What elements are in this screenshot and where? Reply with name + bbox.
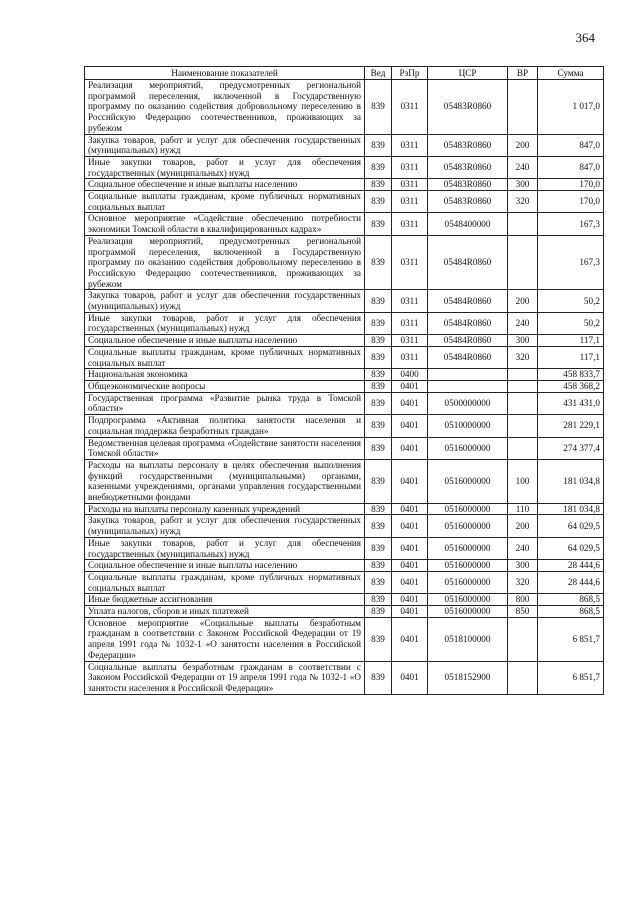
row-name: Расходы на выплаты персоналу казенных учреждений [85,503,365,515]
row-sum: 6 851,7 [538,661,604,694]
row-sum: 167,3 [538,213,604,235]
row-sum: 868,5 [538,606,604,618]
row-sum: 50,2 [538,312,604,334]
row-csr: 0548400000 [428,213,508,235]
row-ved: 839 [365,617,392,661]
row-vr: 240 [508,312,538,334]
row-sum: 274 377,4 [538,437,604,459]
row-csr: 05484R0860 [428,312,508,334]
row-name: Иные бюджетные ассигнования [85,594,365,606]
row-vr [508,235,538,290]
row-ved: 839 [365,594,392,606]
row-ved: 839 [365,606,392,618]
row-sum: 117,1 [538,346,604,368]
row-rzpr: 0311 [392,80,428,135]
table-row [85,606,604,618]
row-name: Подпрограмма «Активная политика занятости населения и социальная поддержка безработных граждан» [85,415,365,437]
row-sum: 181 034,8 [538,459,604,503]
table-row [85,571,604,593]
table-row [85,437,604,459]
row-csr: 0510000000 [428,415,508,437]
row-vr: 200 [508,134,538,156]
row-vr: 110 [508,503,538,515]
row-sum: 431 431,0 [538,392,604,414]
row-csr: 05484R0860 [428,346,508,368]
row-vr: 850 [508,606,538,618]
table-row [85,380,604,392]
row-csr: 05483R0860 [428,191,508,213]
row-name: Иные закупки товаров, работ и услуг для обеспечения государственных (муниципальных) нужд [85,312,365,334]
row-ved: 839 [365,503,392,515]
table-row [85,415,604,437]
row-vr [508,437,538,459]
page-number: 364 [575,30,595,45]
row-rzpr: 0401 [392,380,428,392]
row-ved: 839 [365,515,392,537]
row-ved: 839 [365,235,392,290]
row-vr [508,80,538,135]
row-csr: 0516000000 [428,571,508,593]
table-row [85,369,604,381]
header-ved: Вед [365,67,392,80]
row-vr [508,661,538,694]
row-vr: 300 [508,560,538,572]
row-csr [428,380,508,392]
row-name: Реализация мероприятий, предусмотренных региональной программой переселения, включенной в Государственную программу по оказанию содействия добровольному переселению в Российскую Федерацию соотечественников, проживающих за рубежом [85,235,365,290]
row-vr: 240 [508,156,538,178]
table-row [85,335,604,347]
row-rzpr: 0401 [392,537,428,559]
row-ved: 839 [365,560,392,572]
row-name: Иные закупки товаров, работ и услуг для обеспечения государственных (муниципальных) нужд [85,537,365,559]
row-name: Общеэкономические вопросы [85,380,365,392]
row-ved: 839 [365,380,392,392]
row-sum: 458 368,2 [538,380,604,392]
table-row [85,617,604,661]
row-rzpr: 0311 [392,346,428,368]
row-name: Государственная программа «Развитие рынка труда в Томской области» [85,392,365,414]
table-row [85,515,604,537]
row-name: Ведомственная целевая программа «Содействие занятости населения Томской области» [85,437,365,459]
row-csr: 05483R0860 [428,156,508,178]
row-sum: 181 034,8 [538,503,604,515]
table-row [85,503,604,515]
row-rzpr: 0401 [392,415,428,437]
table-row [85,312,604,334]
row-sum: 167,3 [538,235,604,290]
row-name: Социальное обеспечение и иные выплаты населению [85,335,365,347]
row-ved: 839 [365,80,392,135]
row-rzpr: 0401 [392,392,428,414]
row-csr: 05484R0860 [428,235,508,290]
row-sum: 64 029,5 [538,537,604,559]
row-rzpr: 0401 [392,606,428,618]
row-name: Закупка товаров, работ и услуг для обеспечения государственных (муниципальных) нужд [85,134,365,156]
row-csr: 0516000000 [428,459,508,503]
row-sum: 281 229,1 [538,415,604,437]
row-name: Уплата налогов, сборов и иных платежей [85,606,365,618]
row-vr [508,617,538,661]
row-rzpr: 0311 [392,312,428,334]
row-ved: 839 [365,661,392,694]
table-row [85,560,604,572]
row-rzpr: 0401 [392,661,428,694]
row-csr: 0516000000 [428,537,508,559]
row-csr: 05483R0860 [428,80,508,135]
row-rzpr: 0311 [392,191,428,213]
row-name: Закупка товаров, работ и услуг для обеспечения государственных (муниципальных) нужд [85,290,365,312]
header-csr: ЦСР [428,67,508,80]
row-vr: 300 [508,179,538,191]
row-vr [508,415,538,437]
row-name: Социальные выплаты гражданам, кроме публичных нормативных социальных выплат [85,191,365,213]
row-csr: 0516000000 [428,606,508,618]
row-rzpr: 0311 [392,156,428,178]
table-row [85,537,604,559]
row-ved: 839 [365,459,392,503]
row-name: Иные закупки товаров, работ и услуг для обеспечения государственных (муниципальных) нужд [85,156,365,178]
header-name: Наименование показателей [85,67,365,80]
table-row [85,661,604,694]
row-sum: 868,5 [538,594,604,606]
row-rzpr: 0401 [392,515,428,537]
header-vr: ВР [508,67,538,80]
row-name: Социальные выплаты гражданам, кроме публичных нормативных социальных выплат [85,346,365,368]
row-name: Реализация мероприятий, предусмотренных региональной программой переселения, включенной в Государственную программу по оказанию содействия добровольному переселению в Российскую Федерацию соотечественников, проживающих за рубежом [85,80,365,135]
row-ved: 839 [365,179,392,191]
row-sum: 28 444,6 [538,560,604,572]
row-ved: 839 [365,369,392,381]
row-name: Основное мероприятие «Социальные выплаты безработным гражданам в соответствии с Законом Российской Федерации от 19 апреля 1991 года № 1032-1 «О занятости населения в Российской Федерации» [85,617,365,661]
row-name: Социальное обеспечение и иные выплаты населению [85,560,365,572]
row-rzpr: 0311 [392,134,428,156]
row-name: Социальное обеспечение и иные выплаты населению [85,179,365,191]
row-ved: 839 [365,346,392,368]
row-csr: 0500000000 [428,392,508,414]
row-vr: 200 [508,290,538,312]
table-header [85,67,604,80]
row-csr: 0518152900 [428,661,508,694]
row-name: Закупка товаров, работ и услуг для обеспечения государственных (муниципальных) нужд [85,515,365,537]
row-csr: 0516000000 [428,437,508,459]
header-sum: Сумма [538,67,604,80]
row-sum: 170,0 [538,179,604,191]
row-name: Социальные выплаты безработным гражданам в соответствии с Законом Российской Федерации от 19 апреля 1991 года № 1032-1 «О занятости населения в Российской Федерации» [85,661,365,694]
table-row [85,235,604,290]
row-csr [428,369,508,381]
row-vr: 320 [508,571,538,593]
table-body [85,80,604,695]
table-row [85,156,604,178]
row-vr: 200 [508,515,538,537]
row-sum: 64 029,5 [538,515,604,537]
row-rzpr: 0401 [392,560,428,572]
row-rzpr: 0311 [392,213,428,235]
row-vr [508,369,538,381]
row-rzpr: 0311 [392,235,428,290]
row-ved: 839 [365,571,392,593]
row-sum: 847,0 [538,134,604,156]
row-name: Расходы на выплаты персоналу в целях обеспечения выполнения функций государственными (муниципальными) органами, казенными учреждениями, органами управления государственными внебюджетными фондами [85,459,365,503]
row-rzpr: 0401 [392,571,428,593]
row-rzpr: 0401 [392,594,428,606]
row-csr: 0516000000 [428,503,508,515]
row-ved: 839 [365,537,392,559]
row-csr: 05483R0860 [428,134,508,156]
row-vr [508,380,538,392]
row-sum: 117,1 [538,335,604,347]
row-ved: 839 [365,213,392,235]
row-ved: 839 [365,312,392,334]
row-sum: 50,2 [538,290,604,312]
row-rzpr: 0311 [392,335,428,347]
row-vr: 800 [508,594,538,606]
row-rzpr: 0401 [392,503,428,515]
row-rzpr: 0311 [392,290,428,312]
table-row [85,392,604,414]
row-vr: 320 [508,191,538,213]
row-name: Национальная экономика [85,369,365,381]
row-ved: 839 [365,156,392,178]
row-name: Социальные выплаты гражданам, кроме публичных нормативных социальных выплат [85,571,365,593]
row-sum: 1 017,0 [538,80,604,135]
table-row [85,459,604,503]
table-row [85,290,604,312]
row-ved: 839 [365,290,392,312]
row-rzpr: 0401 [392,617,428,661]
row-vr: 100 [508,459,538,503]
row-sum: 847,0 [538,156,604,178]
row-csr: 0516000000 [428,594,508,606]
row-sum: 458 833,7 [538,369,604,381]
row-sum: 28 444,6 [538,571,604,593]
row-rzpr: 0401 [392,437,428,459]
row-vr: 240 [508,537,538,559]
table-row [85,594,604,606]
row-ved: 839 [365,191,392,213]
table-row [85,134,604,156]
row-ved: 839 [365,134,392,156]
row-sum: 6 851,7 [538,617,604,661]
row-csr: 0516000000 [428,560,508,572]
row-sum: 170,0 [538,191,604,213]
row-ved: 839 [365,437,392,459]
row-vr: 300 [508,335,538,347]
row-csr: 05483R0860 [428,179,508,191]
row-vr [508,392,538,414]
row-csr: 0516000000 [428,515,508,537]
row-ved: 839 [365,392,392,414]
header-rzpr: РзПр [392,67,428,80]
row-ved: 839 [365,335,392,347]
row-vr: 320 [508,346,538,368]
row-rzpr: 0401 [392,459,428,503]
row-rzpr: 0311 [392,179,428,191]
row-ved: 839 [365,415,392,437]
table-row [85,179,604,191]
table-row [85,80,604,135]
row-csr: 0518100000 [428,617,508,661]
row-rzpr: 0400 [392,369,428,381]
row-vr [508,213,538,235]
row-name: Основное мероприятие «Содействие обеспечению потребности экономики Томской области в квалифицированных кадрах» [85,213,365,235]
budget-table [84,66,604,695]
table-row [85,191,604,213]
table-row [85,213,604,235]
table-row [85,346,604,368]
row-csr: 05484R0860 [428,335,508,347]
row-csr: 05484R0860 [428,290,508,312]
